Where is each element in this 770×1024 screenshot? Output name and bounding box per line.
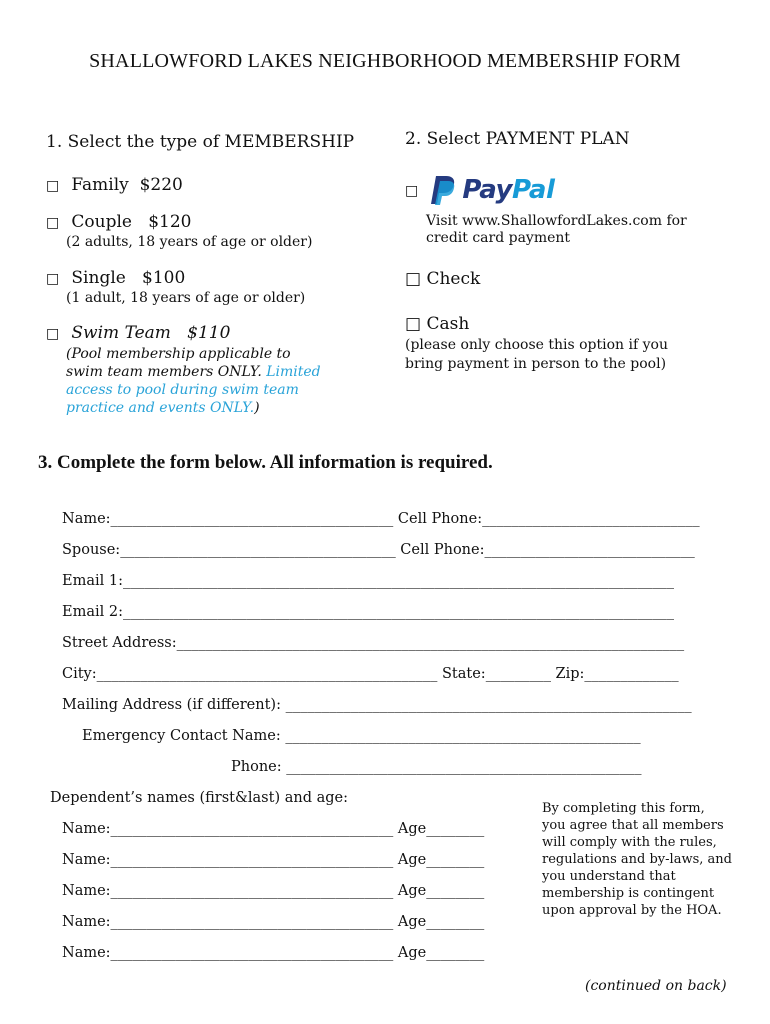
email2-field[interactable]: Email 2:____________________________________________________________________________ [62, 604, 674, 620]
dependent-row[interactable]: Name:_______________________________________ Age________ [62, 821, 485, 837]
swim-note-2b: Limited [266, 364, 321, 380]
swim-checkbox[interactable]: □ [46, 326, 60, 342]
swim-note-4b: ) [254, 400, 260, 416]
swim-note-4 [66, 400, 260, 416]
swim-note-3: access to pool during swim team [66, 382, 299, 398]
payment-heading: 2. Select PAYMENT PLAN [405, 129, 630, 149]
dependent-row[interactable]: Name:_______________________________________ Age________ [62, 914, 485, 930]
paypal-word-pal: Pal [512, 175, 555, 205]
dependent-row[interactable]: Name:_______________________________________ Age________ [62, 852, 485, 868]
page-title: SHALLOWFORD LAKES NEIGHBORHOOD MEMBERSHIP FORM [89, 50, 681, 72]
paypal-word-pay: Pay [462, 175, 512, 205]
family-option[interactable] [46, 175, 183, 195]
swim-note-4a: practice and events ONLY. [66, 400, 255, 416]
agreement-text: By completing this form, you agree that all members will comply with the rules, regulations and by-laws, and you understand that membership is contingent upon approval by the HOA. [542, 801, 732, 918]
swim-note-2a: swim team members ONLY. [66, 364, 262, 380]
single-label: Single [71, 268, 126, 288]
form-heading: 3. Complete the form below. All information is required. [38, 452, 493, 473]
couple-label: Couple [71, 212, 132, 232]
paypal-checkbox[interactable]: □ [405, 182, 419, 199]
name-field[interactable]: Name:_______________________________________ Cell Phone:______________________________ [62, 511, 700, 527]
family-checkbox[interactable]: □ [46, 178, 60, 194]
continued-note: (continued on back) [585, 978, 727, 994]
swim-note-2 [66, 364, 321, 380]
paypal-wordmark [462, 175, 554, 205]
paypal-note-2: credit card payment [426, 230, 571, 246]
membership-heading: 1. Select the type of MEMBERSHIP [46, 132, 355, 152]
single-note: (1 adult, 18 years of age or older) [66, 290, 306, 306]
paypal-note-1: Visit www.ShallowfordLakes.com for [426, 213, 687, 229]
single-price: $100 [142, 268, 186, 288]
paypal-logo [430, 174, 554, 206]
family-label: Family [71, 175, 129, 195]
couple-note: (2 adults, 18 years of age or older) [66, 234, 313, 250]
single-checkbox[interactable]: □ [46, 271, 60, 287]
spouse-field[interactable]: Spouse:______________________________________ Cell Phone:_____________________________ [62, 542, 695, 558]
emergency-contact-field[interactable]: Emergency Contact Name: _________________________________________________ [82, 728, 641, 744]
paypal-p-icon [430, 174, 456, 206]
check-option[interactable]: □ Check [405, 269, 481, 289]
city-state-zip-field[interactable]: City:_______________________________________________ State:_________ Zip:_____________ [62, 666, 679, 682]
swim-note-1: (Pool membership applicable to [66, 346, 291, 362]
dependent-row[interactable]: Name:_______________________________________ Age________ [62, 945, 485, 961]
email1-field[interactable]: Email 1:____________________________________________________________________________ [62, 573, 674, 589]
swim-option[interactable] [46, 323, 230, 343]
family-price: $220 [139, 175, 183, 195]
swim-label: Swim Team [71, 323, 171, 343]
couple-option[interactable] [46, 212, 191, 232]
cash-note-2: bring payment in person to the pool) [405, 356, 667, 372]
couple-checkbox[interactable]: □ [46, 215, 60, 231]
mailing-address-field[interactable]: Mailing Address (if different): ________________________________________________________ [62, 697, 692, 713]
paypal-option[interactable] [405, 174, 554, 206]
swim-price: $110 [187, 323, 231, 343]
street-address-field[interactable]: Street Address:______________________________________________________________________ [62, 635, 685, 651]
cash-option[interactable]: □ Cash [405, 314, 470, 334]
cash-note-1: (please only choose this option if you [405, 337, 668, 353]
couple-price: $120 [148, 212, 192, 232]
single-option[interactable] [46, 268, 185, 288]
dependents-heading: Dependent’s names (first&last) and age: [50, 790, 348, 806]
emergency-phone-field[interactable]: Phone: _________________________________________________ [231, 759, 642, 775]
dependent-row[interactable]: Name:_______________________________________ Age________ [62, 883, 485, 899]
